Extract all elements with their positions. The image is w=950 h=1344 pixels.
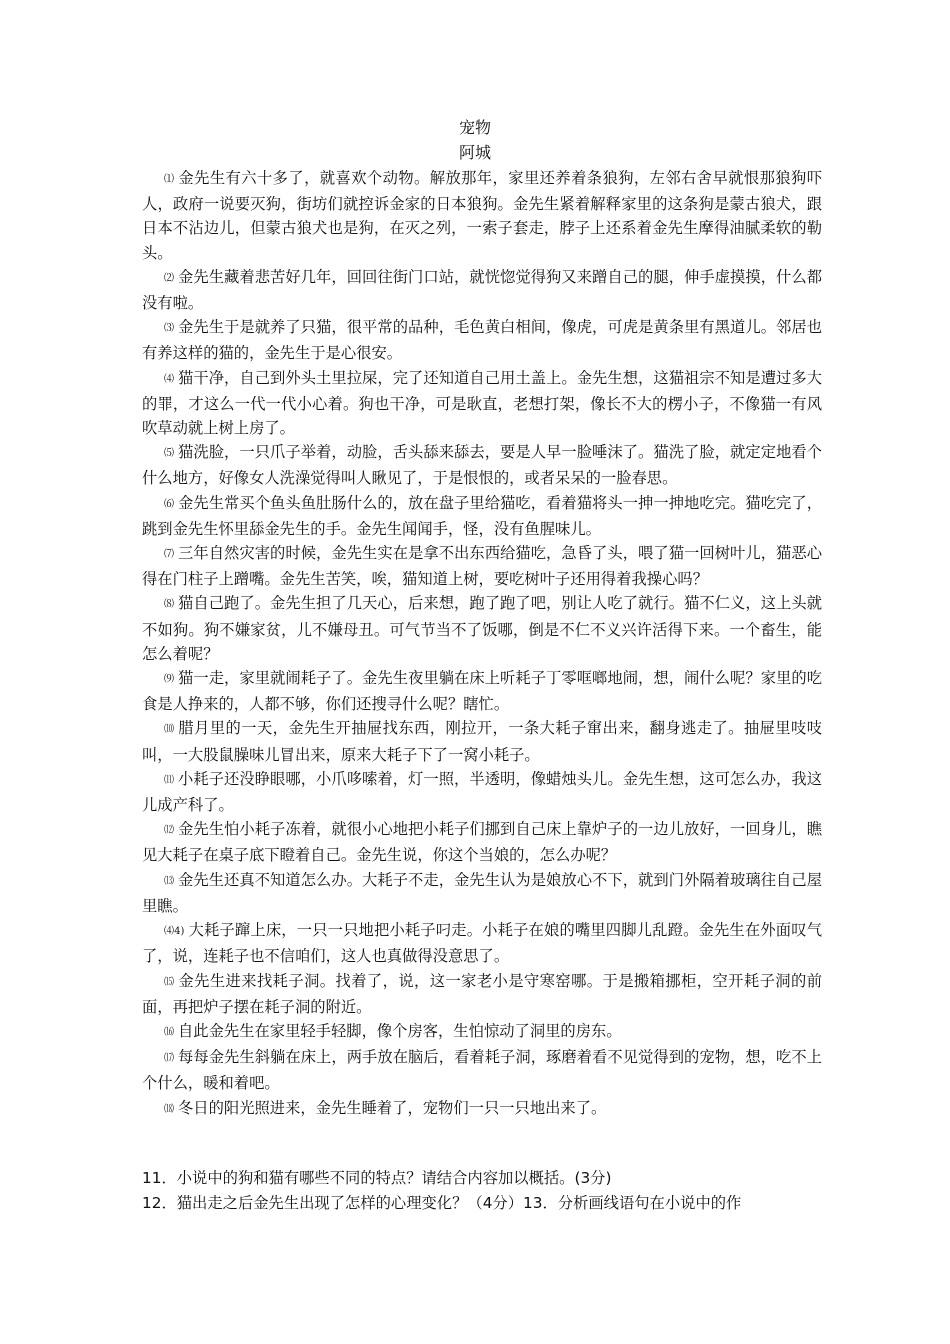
question-11: 11．小说中的狗和猫有哪些不同的特点？请结合内容加以概括。(3分): [142, 1169, 612, 1187]
paragraph-text: 金先生有六十多了，就喜欢个动物。解放那年，家里还养着条狼狗，左邻右舍早就恨那狼狗吓人，政府一说要灭狗，街坊们就控诉金家的日本狼狗。金先生紧着解释家里的这条狗是蒙古狼犬，跟日本不沾边儿，但蒙古狼犬也是狗，在灭之列，一索子套走，脖子上还系着金先生摩得油腻柔软的勒头。: [142, 169, 822, 262]
paragraph-text: 腊月里的一天，金先生开抽屉找东西，刚拉开，一条大耗子窜出来，翻身逃走了。抽屉里吱吱叫，一大股鼠臊味儿冒出来，原来大耗子下了一窝小耗子。: [142, 719, 822, 764]
paragraph: [142, 491, 822, 541]
paragraph: [142, 918, 822, 968]
paragraph-text: 小耗子还没睁眼哪，小爪哆嗦着，灯一照，半透明，像蜡烛头儿。金先生想，这可怎么办，我这儿成产科了。: [142, 769, 822, 815]
paragraph-text: 金先生常买个鱼头鱼肚肠什么的，放在盘子里给猫吃，看着猫将头一抻一抻地吃完。猫吃完了，跳到金先生怀里舔金先生的手。金先生闻闻手，怪，没有鱼腥味儿。: [142, 493, 822, 538]
document-title: 宠物: [458, 118, 491, 137]
paragraph-text: 金先生进来找耗子洞。找着了，说，这一家老小是守寒窑哪。于是搬箱挪柜，空开耗子洞的前面，再把炉子摆在耗子洞的附近。: [142, 971, 822, 1016]
article-body: [142, 166, 822, 1122]
paragraph-text: 金先生还真不知道怎么办。大耗子不走，金先生认为是娘放心不下，就到门外隔着玻璃往自己屋里瞧。: [142, 870, 822, 915]
paragraph-text: 金先生藏着悲苦好几年，回回往街门口站，就恍惚觉得狗又来蹭自己的腿，伸手虚摸摸，什么都没有啦。: [142, 267, 822, 313]
paragraph: [142, 817, 822, 867]
paragraph-number: ⑽: [164, 724, 175, 736]
paragraph: [142, 366, 822, 441]
paragraph-number: ⑷: [164, 373, 175, 385]
paragraph-text: 猫一走，家里就闹耗子了。金先生夜里躺在床上听耗子丁零哐啷地闹，想，闹什么呢？家里的吃食是人挣来的，人都不够，你们还搜寻什么呢？瞎忙。: [142, 669, 822, 714]
paragraph-number: ⑹: [164, 498, 175, 510]
paragraph-number: ⒂: [164, 976, 175, 988]
document-author: 阿城: [458, 143, 491, 162]
paragraph-number: ⒄: [164, 1053, 175, 1065]
paragraph-text: 冬日的阳光照进来，金先生睡着了，宠物们一只一只地出来了。: [178, 1098, 607, 1117]
paragraph-text: 猫自己跑了。金先生担了几天心，后来想，跑了跑了吧，别让人吃了就行。猫不仁义，这上头就不如狗。狗不嫌家贫，儿不嫌母丑。可气节当不了饭哪，倒是不仁不义兴许活得下来。一个畜生，能怎么着呢？: [142, 594, 822, 663]
paragraph: [142, 716, 822, 766]
paragraph-text: 每每金先生斜躺在床上，两手放在脑后，看着耗子洞，琢磨着看不见觉得到的宠物，想，吃不上个什么，暖和着吧。: [142, 1048, 822, 1093]
paragraph-number: ⑷4): [164, 926, 185, 938]
paragraph-text: 猫干净，自己到外头土里拉屎，完了还知道自己用土盖上。金先生想，这猫祖宗不知是遭过多大的罪，才这么一代一代小心着。狗也干净，可是耿直，老想打架，像长不大的楞小子，不像猫一有风吹草动就上树上房了。: [142, 368, 822, 438]
paragraph-number: ⑼: [164, 674, 175, 686]
paragraph-number: ⑸: [164, 448, 175, 460]
paragraph: [142, 315, 822, 365]
paragraph: [142, 1045, 822, 1095]
paragraph-text: 金先生怕小耗子冻着，就很小心地把小耗子们挪到自己床上靠炉子的一边儿放好，一回身儿，瞧见大耗子在桌子底下瞪着自己。金先生说，你这个当娘的，怎么办呢？: [142, 820, 822, 865]
paragraph-text: 三年自然灾害的时候，金先生实在是拿不出东西给猫吃，急昏了头，喂了猫一回树叶儿，猫恶心得在门柱子上蹭嘴。金先生苦笑，唉，猫知道上树，要吃树叶子还用得着我操心吗？: [142, 544, 822, 589]
paragraph-number: ⑿: [164, 825, 175, 837]
paragraph: [142, 591, 822, 666]
paragraph: [142, 1096, 822, 1122]
paragraph: [142, 166, 822, 265]
paragraph: [142, 265, 822, 315]
paragraph-number: ⒀: [164, 875, 175, 887]
paragraph-number: ⒃: [164, 1026, 174, 1038]
paragraph-number: ⑻: [164, 599, 175, 611]
paragraph: [142, 767, 822, 817]
paragraph: [142, 969, 822, 1019]
paragraph: [142, 868, 822, 918]
paragraph-number: ⑶: [164, 323, 175, 335]
paragraph-number: ⑺: [164, 549, 175, 561]
paragraph-text: 猫洗脸，一只爪子举着，动脸，舌头舔来舔去，要是人早一脸唾沫了。猫洗了脸，就定定地看个什么地方，好像女人洗澡觉得叫人瞅见了，于是恨恨的，或者呆呆的一脸春思。: [142, 443, 822, 488]
paragraph-number: ⑵: [164, 272, 175, 284]
paragraph-text: 大耗子蹿上床，一只一只地把小耗子叼走。小耗子在娘的嘴里四脚儿乱蹬。金先生在外面叹气了，说，连耗子也不信咱们，这人也真做得没意思了。: [142, 921, 822, 966]
paragraph: [142, 1019, 822, 1045]
paragraph-number: ⑴: [164, 174, 175, 185]
paragraph: [142, 541, 822, 591]
question-12-13: 12．猫出走之后金先生出现了怎样的心理变化？（4分）13．分析画线语句在小说中的作: [142, 1194, 742, 1212]
paragraph-number: ⒅: [164, 1103, 174, 1115]
paragraph-text: 金先生于是就养了只猫，很平常的品种，毛色黄白相间，像虎，可虎是黄条里有黑道儿。邻居也有养这样的猫的，金先生于是心很安。: [142, 318, 822, 363]
paragraph-text: 自此金先生在家里轻手轻脚，像个房客，生怕惊动了洞里的房东。: [178, 1021, 622, 1040]
paragraph: [142, 666, 822, 716]
paragraph: [142, 440, 822, 490]
paragraph-number: ⑾: [164, 774, 175, 786]
